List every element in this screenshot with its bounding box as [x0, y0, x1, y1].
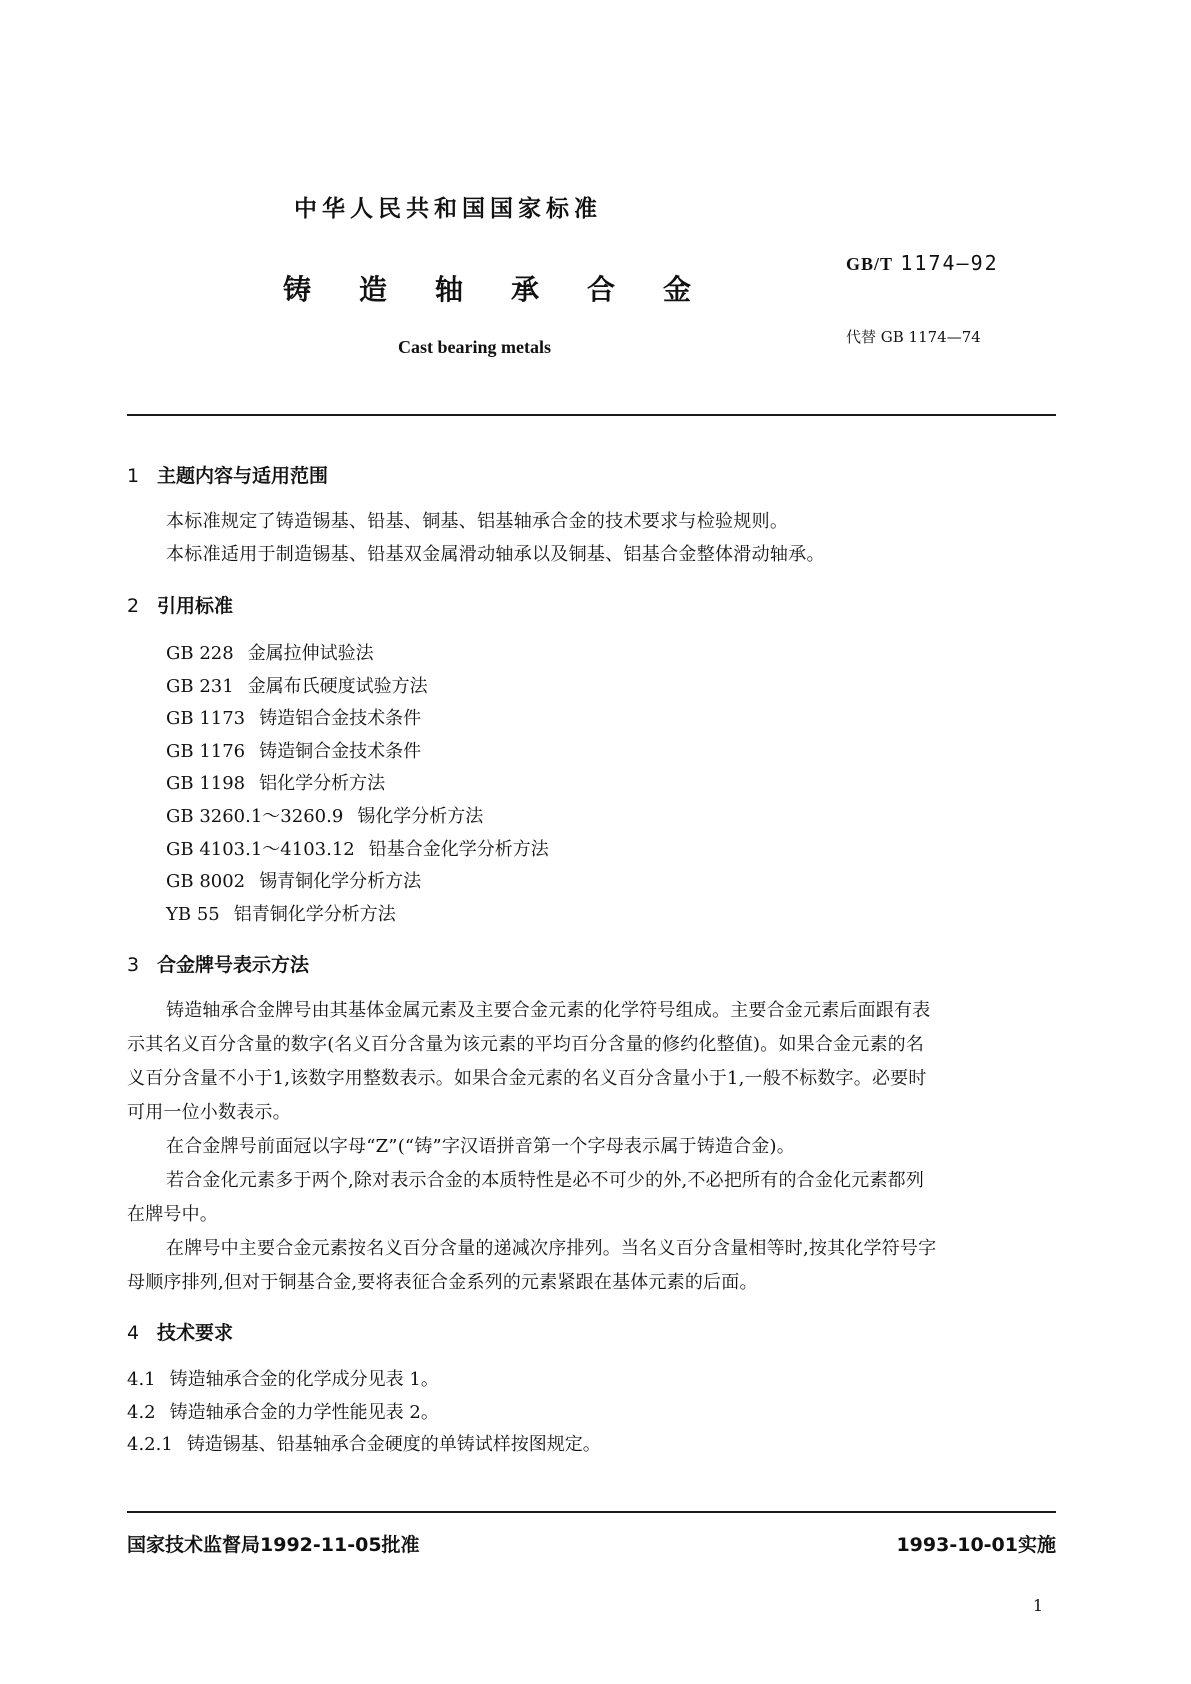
- replaces-standard: 代替 GB 1174—74: [846, 328, 981, 346]
- paragraph-line: 铸造轴承合金牌号由其基体金属元素及主要合金元素的化学符号组成。主要合金元素后面跟有表: [166, 1000, 931, 1021]
- reference-item: [166, 867, 421, 893]
- national-standard-title: 中华人民共和国国家标准: [294, 196, 602, 222]
- section-2-heading: [127, 591, 233, 618]
- clause-number: 4.1: [127, 1369, 156, 1390]
- section-title: 主题内容与适用范围: [157, 465, 329, 487]
- clause-item: [127, 1398, 439, 1424]
- reference-item: [166, 900, 396, 926]
- section-title: 合金牌号表示方法: [157, 954, 310, 976]
- section-title: 引用标准: [157, 595, 234, 617]
- standard-prefix: GB/T: [846, 254, 894, 274]
- paragraph-line: 示其名义百分含量的数字(名义百分含量为该元素的平均百分含量的修约化整值)。如果合金元素的名: [127, 1034, 925, 1055]
- section-number: 3: [127, 954, 140, 976]
- reference-code: GB 1173: [166, 708, 246, 729]
- reference-title: 铝青铜化学分析方法: [233, 904, 396, 925]
- reference-code: GB 8002: [166, 871, 246, 892]
- header-divider: [127, 414, 1056, 416]
- paragraph-line: 在合金牌号前面冠以字母“Z”(“铸”字汉语拼音第一个字母表示属于铸造合金)。: [166, 1136, 795, 1157]
- reference-code: GB 1198: [166, 773, 246, 794]
- clause-number: 4.2: [127, 1402, 156, 1423]
- section-1-paragraph-1: 本标准规定了铸造锡基、铅基、铜基、铝基轴承合金的技术要求与检验规则。: [166, 511, 789, 532]
- reference-item: [166, 769, 385, 795]
- clause-item: [127, 1365, 439, 1391]
- paragraph-line: 在牌号中。: [127, 1204, 218, 1225]
- reference-title: 铅基合金化学分析方法: [368, 839, 549, 860]
- reference-code: GB 4103.1～4103.12: [166, 839, 355, 860]
- paragraph-line: 义百分含量不小于1,该数字用整数表示。如果合金元素的名义百分含量小于1,一般不标数字。必要时: [127, 1068, 927, 1089]
- standard-code: 1174—92: [900, 251, 999, 275]
- section-number: 4: [127, 1322, 140, 1344]
- reference-item: [166, 737, 421, 763]
- section-4-heading: [127, 1318, 233, 1345]
- section-title: 技术要求: [157, 1322, 234, 1344]
- effective-date: 1993-10-01实施: [896, 1534, 1056, 1556]
- clause-item: [127, 1430, 601, 1456]
- clause-text: 铸造锡基、铅基轴承合金硬度的单铸试样按图规定。: [186, 1434, 601, 1455]
- reference-item: [166, 672, 428, 698]
- reference-code: GB 228: [166, 643, 234, 664]
- reference-item: [166, 802, 483, 828]
- approval-date: 国家技术监督局1992-11-05批准: [127, 1534, 420, 1556]
- english-title: Cast bearing metals: [398, 337, 551, 357]
- reference-item: [166, 835, 549, 861]
- paragraph-line: 在牌号中主要合金元素按名义百分含量的递减次序排列。当名义百分含量相等时,按其化学符号字: [166, 1238, 937, 1259]
- section-number: 1: [127, 465, 140, 487]
- reference-code: GB 3260.1～3260.9: [166, 806, 344, 827]
- reference-item: [166, 704, 421, 730]
- page-number: 1: [1032, 1596, 1043, 1615]
- reference-title: 锡化学分析方法: [357, 806, 484, 827]
- section-number: 2: [127, 595, 140, 617]
- reference-title: 金属布氏硬度试验方法: [247, 676, 428, 697]
- clause-text: 铸造轴承合金的力学性能见表 2。: [169, 1402, 439, 1423]
- paragraph-line: 母顺序排列,但对于铜基合金,要将表征合金系列的元素紧跟在基体元素的后面。: [127, 1272, 758, 1293]
- reference-code: GB 1176: [166, 741, 246, 762]
- reference-title: 金属拉伸试验法: [247, 643, 374, 664]
- reference-item: [166, 639, 374, 665]
- clause-text: 铸造轴承合金的化学成分见表 1。: [169, 1369, 439, 1390]
- reference-code: GB 231: [166, 676, 234, 697]
- paragraph-line: 可用一位小数表示。: [127, 1102, 291, 1123]
- paragraph-line: 若合金化元素多于两个,除对表示合金的本质特性是必不可少的外,不必把所有的合金化元素都列: [166, 1170, 925, 1191]
- section-1-paragraph-2: 本标准适用于制造锡基、铅基双金属滑动轴承以及铜基、铝基合金整体滑动轴承。: [166, 544, 825, 565]
- reference-code: YB 55: [166, 904, 220, 925]
- document-title: 铸造轴承合金: [283, 273, 740, 306]
- section-3-heading: [127, 950, 309, 977]
- reference-title: 铸造铝合金技术条件: [259, 708, 422, 729]
- reference-title: 铸造铜合金技术条件: [259, 741, 422, 762]
- standard-number: [846, 251, 999, 275]
- reference-title: 锡青铜化学分析方法: [259, 871, 422, 892]
- section-1-heading: [127, 461, 328, 488]
- reference-title: 铝化学分析方法: [259, 773, 386, 794]
- footer-divider: [127, 1511, 1056, 1513]
- clause-number: 4.2.1: [127, 1434, 173, 1455]
